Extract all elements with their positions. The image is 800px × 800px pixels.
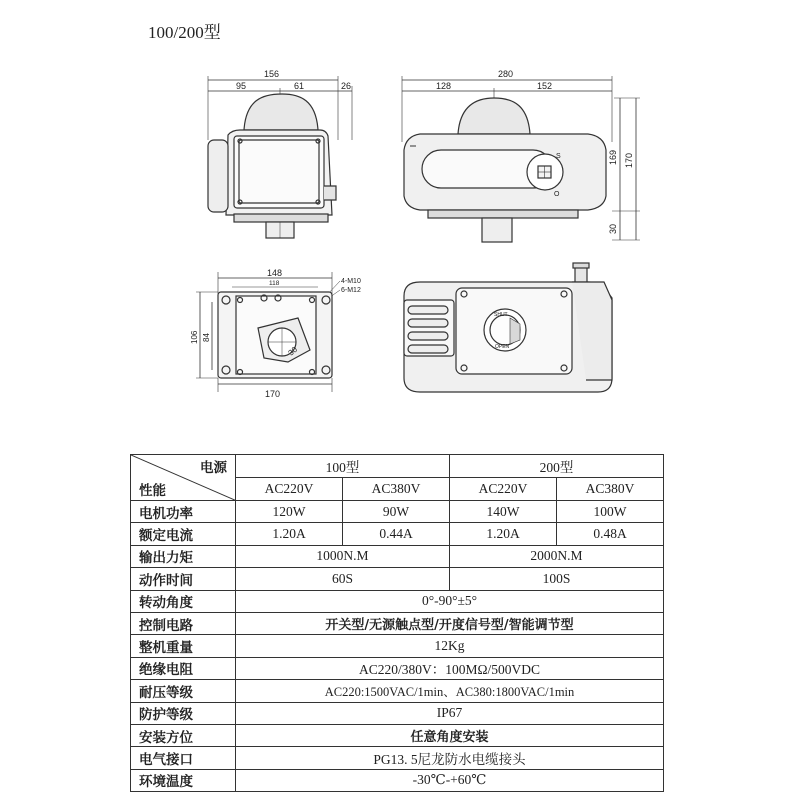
- label-rated-current: 额定电流: [131, 523, 236, 545]
- value-cell: 12Kg: [236, 635, 664, 657]
- front-dim-right: 26: [341, 81, 352, 91]
- top-view-drawing: [404, 263, 612, 392]
- label-protection: 防护等级: [131, 702, 236, 724]
- row-action-time: [131, 568, 664, 590]
- label-weight: 整机重量: [131, 635, 236, 657]
- value-cell: 2000N.M: [450, 545, 664, 567]
- label-control-circuit: 控制电路: [131, 612, 236, 634]
- row-motor-power: [131, 501, 664, 523]
- voltage-200-ac220: AC220V: [450, 478, 557, 501]
- value-cell: 60S: [236, 568, 450, 590]
- row-protection: [131, 702, 664, 724]
- voltage-100-ac220: AC220V: [236, 478, 343, 501]
- row-control-circuit: [131, 612, 664, 634]
- mount-dim-h2: 84: [202, 333, 211, 342]
- value-cell: 1.20A: [450, 523, 557, 545]
- value-cell: AC220:1500VAC/1min、AC380:1800VAC/1min: [236, 680, 664, 702]
- row-mounting: [131, 724, 664, 746]
- label-motor-power: 电机功率: [131, 501, 236, 523]
- side-dim-total: 280: [498, 69, 514, 79]
- gauge-shut-label: SHUT: [494, 312, 508, 318]
- value-cell: 90W: [343, 501, 450, 523]
- label-withstand-voltage: 耐压等级: [131, 680, 236, 702]
- spec-header-row-1: [131, 455, 664, 478]
- value-cell: 100W: [557, 501, 664, 523]
- side-dim-base: 30: [608, 223, 618, 234]
- side-dial-s: S: [556, 153, 561, 160]
- mount-dim-bottom: 170: [265, 389, 281, 399]
- side-dim-left: 128: [436, 81, 452, 91]
- side-dim-h2: 170: [624, 152, 634, 168]
- side-dial-o: O: [554, 191, 560, 198]
- label-insulation: 绝缘电阻: [131, 657, 236, 679]
- mount-dim-inner: 118: [269, 280, 280, 287]
- value-cell: 1.20A: [236, 523, 343, 545]
- page-title: 100/200型: [148, 23, 221, 42]
- value-cell: 1000N.M: [236, 545, 450, 567]
- label-mounting: 安装方位: [131, 724, 236, 746]
- label-action-time: 动作时间: [131, 568, 236, 590]
- value-cell: PG13. 5尼龙防水电缆接头: [236, 747, 664, 769]
- label-rotation-angle: 转动角度: [131, 590, 236, 612]
- corner-label-power: 电源: [200, 460, 227, 476]
- value-cell: 140W: [450, 501, 557, 523]
- corner-label-performance: 性能: [139, 483, 166, 499]
- voltage-200-ac380: AC380V: [557, 478, 664, 501]
- mounting-view-drawing: [190, 268, 361, 399]
- front-dim-left: 95: [236, 81, 247, 91]
- value-cell: 100S: [450, 568, 664, 590]
- front-view-drawing: [208, 69, 352, 238]
- spec-header-corner: [131, 455, 236, 501]
- mount-dim-top: 148: [267, 268, 283, 278]
- row-weight: [131, 635, 664, 657]
- row-ambient-temp: [131, 769, 664, 791]
- front-dim-mid: 61: [294, 81, 305, 91]
- side-dim-right: 152: [537, 81, 553, 91]
- value-cell: AC220/380V：100MΩ/500VDC: [236, 657, 664, 679]
- mount-callout-2: 6-M12: [341, 287, 361, 294]
- row-output-torque: [131, 545, 664, 567]
- mount-callout-1: 4-M10: [341, 278, 361, 285]
- front-dim-total: 156: [264, 69, 280, 79]
- row-insulation: [131, 657, 664, 679]
- row-electrical-interface: [131, 747, 664, 769]
- spec-table: [130, 454, 664, 792]
- value-cell: 开关型/无源触点型/开度信号型/智能调节型: [236, 612, 664, 634]
- row-withstand-voltage: [131, 680, 664, 702]
- row-rotation-angle: [131, 590, 664, 612]
- value-cell: 0.48A: [557, 523, 664, 545]
- label-ambient-temp: 环境温度: [131, 769, 236, 791]
- row-rated-current: [131, 523, 664, 545]
- model-200-header: 200型: [450, 455, 664, 478]
- side-dim-h1: 169: [608, 149, 618, 165]
- mount-dim-h1: 106: [190, 330, 199, 344]
- model-100-header: 100型: [236, 455, 450, 478]
- value-cell: 120W: [236, 501, 343, 523]
- value-cell: 任意角度安装: [236, 724, 664, 746]
- value-cell: 0.44A: [343, 523, 450, 545]
- value-cell: 0°-90°±5°: [236, 590, 664, 612]
- voltage-100-ac380: AC380V: [343, 478, 450, 501]
- value-cell: IP67: [236, 702, 664, 724]
- label-output-torque: 输出力矩: [131, 545, 236, 567]
- mount-square-size: 30: [286, 344, 300, 358]
- gauge-open-label: OPEN: [495, 344, 510, 350]
- label-electrical-interface: 电气接口: [131, 747, 236, 769]
- value-cell: -30℃-+60℃: [236, 769, 664, 791]
- side-view-drawing: [402, 69, 640, 242]
